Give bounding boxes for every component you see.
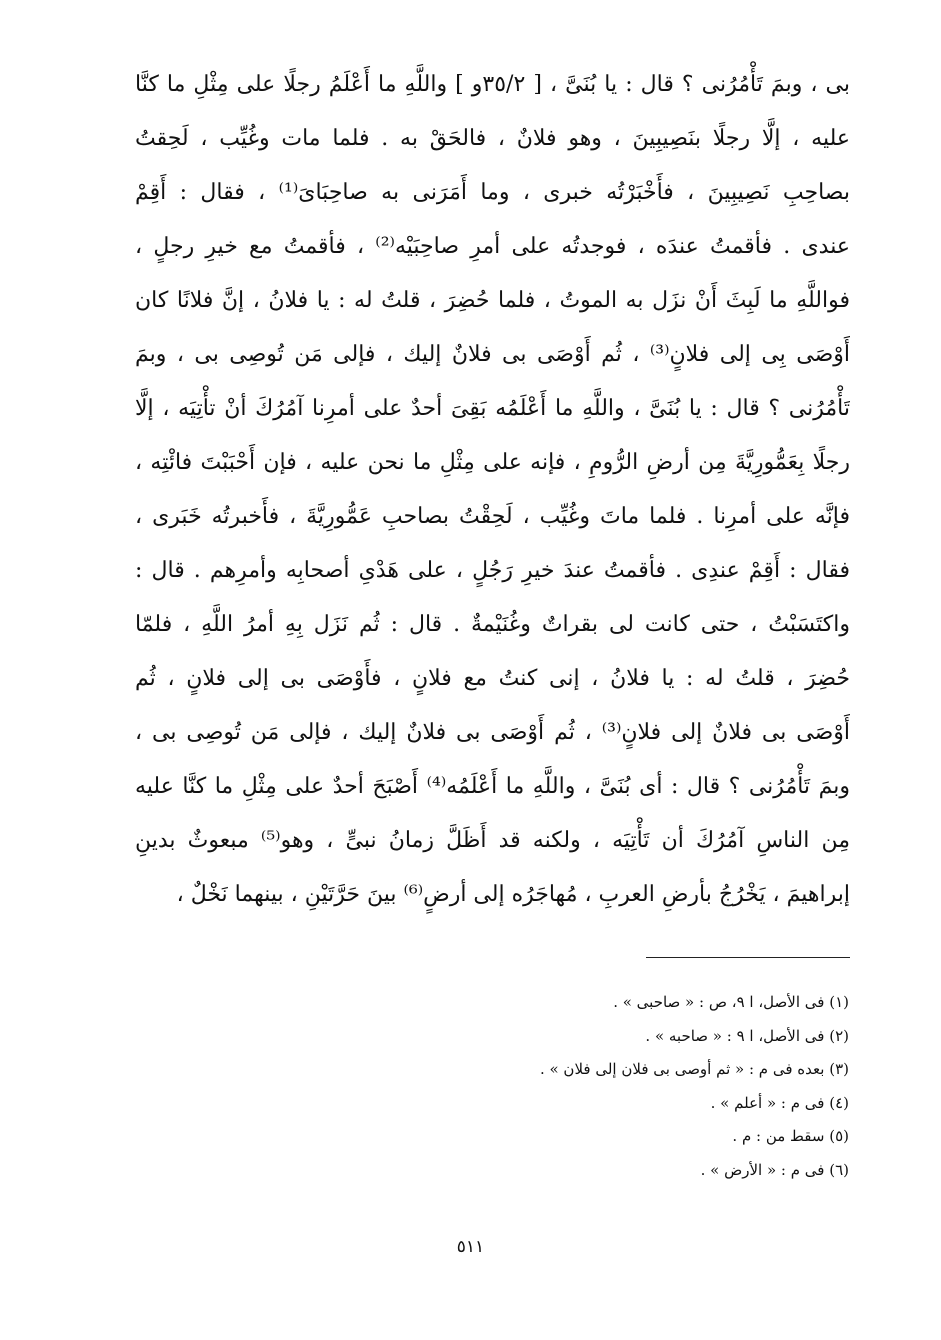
footnote: (٦) فى م : « الأرض » . <box>700 1160 849 1179</box>
footnote: (٢) فى الأصل، ا ٩ : « صاحبه » . <box>645 1026 849 1045</box>
text-line: إبراهيمَ ، يَخْرُجُ بأرضِ العربِ ، مُهاجَرُه إلى أرضٍ⁽⁶⁾ بينَ حَرَّتَيْنِ ، بينهما نَخْلٌ ، <box>176 882 850 907</box>
text-line: بى ، وبمَ تَأْمُرُنى ؟ قال : يا بُنَىَّ ، [ ٣٥/٢و ] واللَّهِ ما أَعْلَمُ رجلًا على مِثْلِ ما كنَّا <box>135 72 850 97</box>
footnote: (٣) بعده فى م : « ثم أوصى بى فلان إلى فلان » . <box>539 1060 849 1079</box>
text-line: أَوْصَى بى فلانٌ إلى فلانٍ⁽³⁾ ، ثُم أَوْصَى بى فلانٌ إليك ، فإلى مَن تُوصِى بى ، <box>135 720 850 745</box>
text-line: أَوْصَى بِى إلى فلانٍ⁽³⁾ ، ثُم أَوْصَى بى فلانٌ إليك ، فإلى مَن تُوصِى بى ، وبمَ <box>135 342 850 367</box>
footnote: (١) فى الأصل، ا ٩، ص : « صاحبى » . <box>613 993 849 1011</box>
text-line: رجلًا بِعَمُّورِيَّةَ مِن أرضِ الرُّومِ ، فإنه على مِثْلِ ما نحن عليه ، فإن أَحْبَبْتَ فائْتِه ، <box>135 450 850 475</box>
text-line: وبمَ تَأْمُرُنى ؟ قال : أى بُنَىَّ ، واللَّهِ ما أَعْلَمُه⁽⁴⁾ أَصْبَحَ أحدٌ على مِثْلِ ما كنَّا عليه <box>135 774 850 799</box>
page-number: ٥١١ <box>456 1237 485 1257</box>
footnote: (٤) فى م : « أعلم » . <box>710 1093 849 1112</box>
text-line: واكتَسَبْتُ ، حتى كانت لى بقراتٌ وغُنَيْمةٌ . قال : ثُم نَزَل بِهِ أمرُ اللَّهِ ، فلمّا <box>135 612 850 637</box>
text-line: تَأْمُرُنى ؟ قال : يا بُنَىَّ ، واللَّهِ ما أَعْلَمُه بَقِىَ أحدٌ على أمرِنا آمُرُكَ أنْ تأْتِيَه ، إلَّا <box>135 396 850 421</box>
text-line: فواللَّهِ ما لَبِثَ أَنْ نزَل به الموتُ ، فلما حُضِرَ ، قلتُ له : يا فلانُ ، إنَّ فلانًا كان <box>135 288 850 313</box>
text-line: عليه ، إلَّا رجلًا بنَصِيبِينَ ، وهو فلانٌ ، فالحَقْ به . فلما مات وغُيِّب ، لَحِقتُ <box>135 126 850 151</box>
text-line: مِن الناسِ آمُرُكَ أن تَأْتِيَه ، ولكنه قد أَظَلَّ زمانُ نبىٍّ ، وهو⁽⁵⁾ مبعوثٌ بدينِ <box>135 828 850 853</box>
text-line: فقال : أَقِمْ عندِى . فأقمتُ عندَ خيرِ رَجُلٍ ، على هَدْىِ أصحابِه وأمرِهم . قال : <box>135 558 850 583</box>
text-line: فإنَّه على أمرِنا . فلما ماتَ وغُيِّب ، لَحِقْتُ بصاحبِ عَمُّورِيَّةَ ، فأَخبرتُه خَبَرى ، <box>135 504 850 529</box>
body-text <box>135 58 850 922</box>
footnote: (٥) سقط من : م . <box>732 1127 849 1146</box>
text-line: عندى . فأقمتُ عندَه ، فوجدتُه على أمرِ صاحِبَيْه⁽²⁾ ، فأقمتُ مع خيرِ رجلٍ ، <box>135 234 850 259</box>
footnote-separator <box>646 957 850 958</box>
footnotes <box>135 986 849 1188</box>
text-line: بصاحِبِ نَصِيبِينَ ، فأَخْبَرْتُه خبرى ، وما أَمَرَنى به صاحِبَاىَ⁽¹⁾ ، فقال : أَقِمْ <box>135 180 850 205</box>
text-line: حُضِرَ ، قلتُ له : يا فلانُ ، إنى كنتُ مع فلانٍ ، فأَوْصَى بى إلى فلانٍ ، ثُم <box>135 666 850 691</box>
